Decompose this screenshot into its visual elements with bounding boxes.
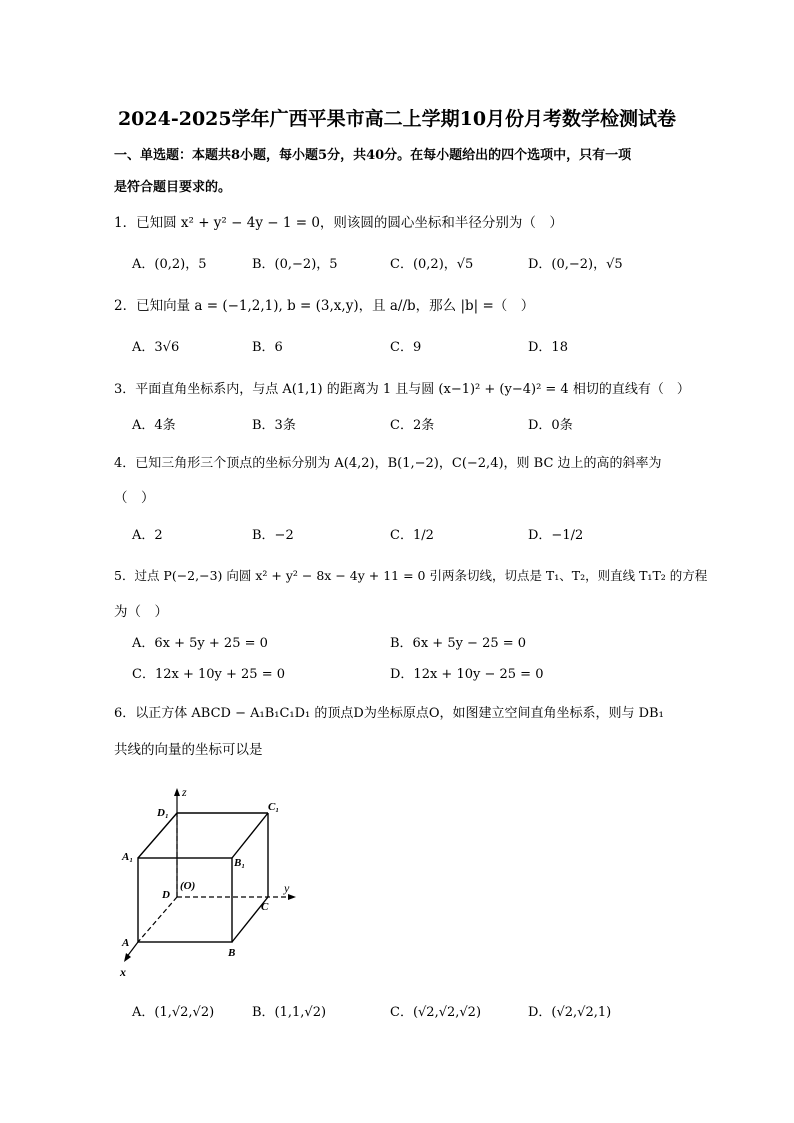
label-b1: B₁ xyxy=(234,857,246,869)
question-6-stem-line2: 共线的向量的坐标可以是 xyxy=(114,742,263,758)
q5-option-d: D．12x + 10y − 25 = 0 xyxy=(390,667,544,682)
label-o: (O) xyxy=(180,880,196,892)
q4-option-d: D．−1/2 xyxy=(528,528,584,543)
q4-option-a: A．2 xyxy=(132,528,163,543)
q6-option-d: D．(√2,√2,1) xyxy=(528,1005,612,1020)
q3-option-d: D．0条 xyxy=(528,418,573,433)
question-3-stem: 3．平面直角坐标系内，与点 A(1,1) 的距离为 1 且与圆 (x−1)² + (y−4)² = 4 相切的直线有（ ） xyxy=(114,382,690,397)
q5-option-a: A．6x + 5y + 25 = 0 xyxy=(132,636,268,651)
q6-option-c: C．(√2,√2,√2) xyxy=(390,1005,482,1020)
cube-figure xyxy=(110,780,310,980)
q4-option-b: B．−2 xyxy=(252,528,294,543)
label-z: z xyxy=(182,785,187,799)
q1-option-a: A．(0,2)，5 xyxy=(132,257,207,272)
q1-option-d: D．(0,−2)，√5 xyxy=(528,257,623,272)
x-axis-arrow xyxy=(124,953,131,962)
q2-option-c: C．9 xyxy=(390,340,422,355)
q6-option-a: A．(1,√2,√2) xyxy=(132,1005,215,1020)
question-4-stem-line2: （ ） xyxy=(114,490,155,506)
z-axis-arrow xyxy=(174,788,180,796)
question-5-stem-line2: 为（ ） xyxy=(114,604,168,620)
page-title: 2024-2025学年广西平果市高二上学期10月份月考数学检测试卷 xyxy=(117,108,677,130)
q2-option-b: B．6 xyxy=(252,340,283,355)
label-y: y xyxy=(284,881,290,895)
x-axis-dashed xyxy=(138,897,177,942)
label-x: x xyxy=(120,965,126,979)
label-b: B xyxy=(228,947,236,959)
q4-option-c: C．1/2 xyxy=(390,528,434,543)
q3-option-b: B．3条 xyxy=(252,418,296,433)
front-face xyxy=(138,858,232,942)
question-1-stem: 1．已知圆 x² + y² − 4y − 1 = 0，则该圆的圆心坐标和半径分别为（ ） xyxy=(114,215,563,231)
question-2-stem: 2．已知向量 a = (−1,2,1), b = (3,x,y)，且 a//b，那么 |b| =（ ） xyxy=(114,298,535,314)
label-d1: D₁ xyxy=(157,807,169,819)
q5-option-b: B．6x + 5y − 25 = 0 xyxy=(390,636,527,651)
question-5-stem-line1: 5．过点 P(−2,−3) 向圆 x² + y² − 8x − 4y + 11 = 0 引两条切线，切点是 T₁、T₂，则直线 T₁T₂ 的方程 xyxy=(114,568,708,583)
q1-option-c: C．(0,2)，√5 xyxy=(390,257,474,272)
label-d: D xyxy=(162,889,170,901)
q2-option-d: D．18 xyxy=(528,340,568,355)
label-c1: C₁ xyxy=(268,801,280,813)
q3-option-c: C．2条 xyxy=(390,418,435,433)
q6-option-b: B．(1,1,√2) xyxy=(252,1005,327,1020)
edge-a1d1 xyxy=(138,813,177,858)
section-heading-line2: 是符合题目要求的。 xyxy=(114,180,232,195)
q3-option-a: A．4条 xyxy=(132,418,176,433)
label-a: A xyxy=(122,937,130,949)
question-4-stem-line1: 4．已知三角形三个顶点的坐标分别为 A(4,2)，B(1,−2)，C(−2,4)，则 BC 边上的高的斜率为 xyxy=(114,456,662,471)
edge-b1c1 xyxy=(232,813,268,858)
label-c: C xyxy=(261,901,269,913)
q2-option-a: A．3√6 xyxy=(132,340,180,355)
q5-option-c: C．12x + 10y + 25 = 0 xyxy=(132,667,285,682)
section-heading-line1: 一、单选题：本题共8小题，每小题5分，共40分。在每小题给出的四个选项中，只有一项 xyxy=(114,148,632,163)
label-a1: A₁ xyxy=(122,851,134,863)
q1-option-b: B．(0,−2)，5 xyxy=(252,257,338,272)
question-6-stem-line1: 6．以正方体 ABCD − A₁B₁C₁D₁ 的顶点D为坐标原点O，如图建立空间直角坐标系，则与 DB₁ xyxy=(114,706,664,721)
